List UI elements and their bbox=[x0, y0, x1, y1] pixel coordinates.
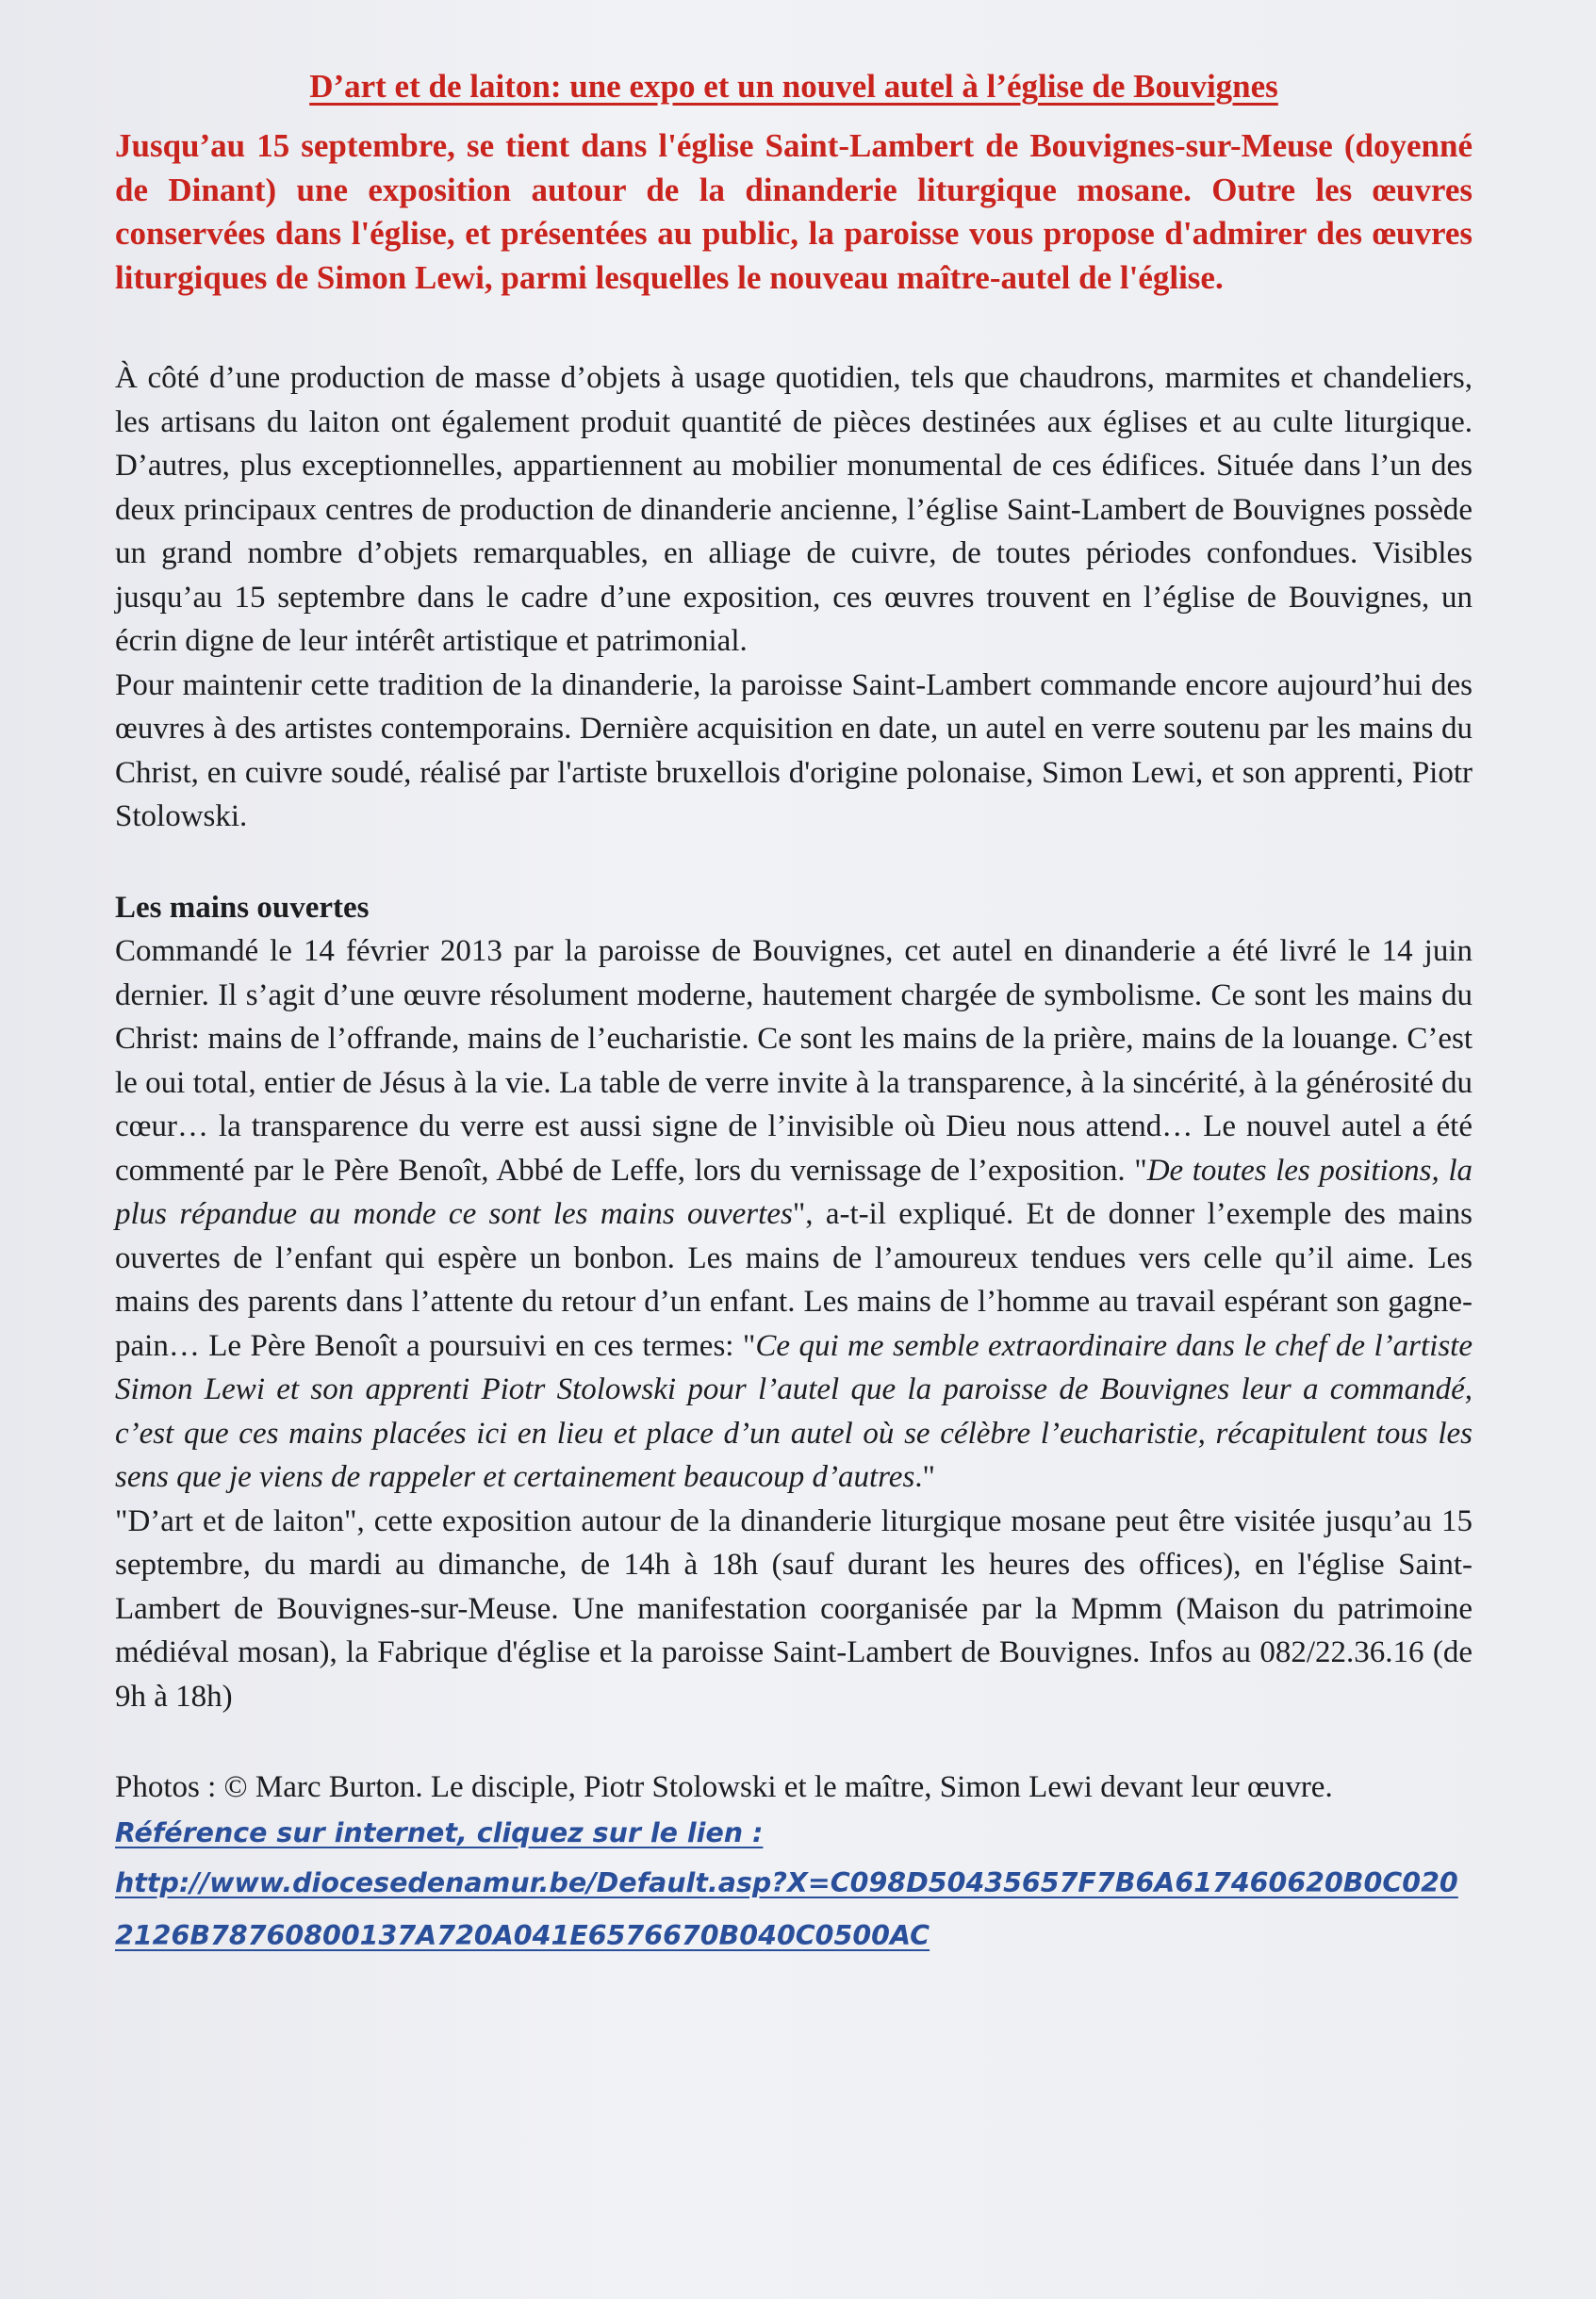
paragraph-mains-ouvertes bbox=[115, 929, 1473, 1500]
text-run: ", a-t-il expliqué. Et de donner l’exemple des mains ouvertes de l’enfant qui espère un bonbon. Les mains de l’amoureux tendues vers celle qu’il aime. Les mains des parents dans l’attente du retour d’un enfant. Les mains de l’homme au travail espérant son gagne-pain… Le Père Benoît a poursuivi en ces termes: " bbox=[115, 1197, 1473, 1363]
text-run: ." bbox=[914, 1460, 936, 1494]
spacer bbox=[115, 300, 1473, 356]
quote-pere-benoit: Ce qui me semble extraordinaire dans le chef de l’artiste Simon Lewi et son apprenti Piotr Stolowski pour l’autel que la paroisse de Bouvignes leur a commandé, c’est que ces mains placées ici en lieu et place d’un autel où se célèbre l’eucharistie, récapitulent tous les sens que je viens de rappeler et certainement beaucoup d’autres bbox=[115, 1328, 1473, 1494]
paragraph-production: À côté d’une production de masse d’objets à usage quotidien, tels que chaudrons, marmites et chandeliers, les artisans du laiton ont également produit quantité de pièces destinées aux églises et au culte liturgique. D’autres, plus exceptionnelles, appartiennent au mobilier monumental de ces édifices. Située dans l’un des deux principaux centres de production de dinanderie ancienne, l’église Saint-Lambert de Bouvignes possède un grand nombre d’objets remarquables, en alliage de cuivre, de toutes périodes confondues. Visibles jusqu’au 15 septembre dans le cadre d’une exposition, ces œuvres trouvent en l’église de Bouvignes, un écrin digne de leur intérêt artistique et patrimonial. bbox=[115, 361, 1473, 658]
reference-link[interactable]: http://www.diocesedenamur.be/Default.asp?X=C098D50435657F7B6A617460620B0C0202126B78760800137A720A041E6576670B040C0500AC bbox=[115, 1866, 1458, 1951]
text-run: Commandé le 14 février 2013 par la paroisse de Bouvignes, cet autel en dinanderie a été livré le 14 juin dernier. Il s’agit d’une œuvre résolument moderne, hautement chargée de symbolisme. Ce sont les mains du Christ: mains de l’offrande, mains de l’eucharistie. Ce sont les mains de la prière, mains de la louange. C’est le oui total, entier de Jésus à la vie. La table de verre invite à la transparence, à la sincérité, à la générosité du cœur… la transparence du verre est aussi signe de l’invisible où Dieu nous attend… Le nouvel autel a été commenté par le Père Benoît, Abbé de Leffe, lors du vernissage de l’exposition. " bbox=[115, 934, 1473, 1188]
spacer bbox=[115, 839, 1473, 886]
reference-label: Référence sur internet, cliquez sur le lien : bbox=[115, 1816, 764, 1848]
paragraph-tradition: Pour maintenir cette tradition de la dinanderie, la paroisse Saint-Lambert commande encore aujourd’hui des œuvres à des artistes contemporains. Dernière acquisition en date, un autel en verre soutenu par les mains du Christ, en cuivre soudé, réalisé par l'artiste bruxellois d'origine polonaise, Simon Lewi, et son apprenti, Piotr Stolowski. bbox=[115, 667, 1473, 833]
article-title: D’art et de laiton: une expo et un nouvel autel à l’église de Bouvignes bbox=[309, 68, 1278, 105]
reference-link-wrapper bbox=[115, 1857, 1473, 1962]
photo-credit: Photos : © Marc Burton. Le disciple, Piotr Stolowski et le maître, Simon Lewi devant leur œuvre. bbox=[115, 1770, 1333, 1804]
paragraph-exhibition-info: "D’art et de laiton", cette exposition autour de la dinanderie liturgique mosane peut être visitée jusqu’au 15 septembre, du mardi au dimanche, de 14h à 18h (sauf durant les heures des offices), en l'église Saint-Lambert de Bouvignes-sur-Meuse. Une manifestation coorganisée par la Mpmm (Maison du patrimoine médiéval mosan), la Fabrique d'église et la paroisse Saint-Lambert de Bouvignes. Infos au 082/22.36.16 (de 9h à 18h) bbox=[115, 1503, 1473, 1714]
section-heading: Les mains ouvertes bbox=[115, 890, 370, 925]
spacer bbox=[115, 1718, 1473, 1765]
quote-positions: De toutes les positions, la plus répandue au monde ce sont les mains ouvertes bbox=[115, 1153, 1473, 1231]
article-lead: Jusqu’au 15 septembre, se tient dans l'église Saint-Lambert de Bouvignes-sur-Meuse (doyenné de Dinant) une exposition autour de la dinanderie liturgique mosane. Outre les œuvres conservées dans l'église, et présentées au public, la paroisse vous propose d'admirer des œuvres liturgiques de Simon Lewi, parmi lesquelles le nouveau maître-autel de l'église. bbox=[115, 127, 1473, 296]
article bbox=[115, 58, 1473, 1962]
